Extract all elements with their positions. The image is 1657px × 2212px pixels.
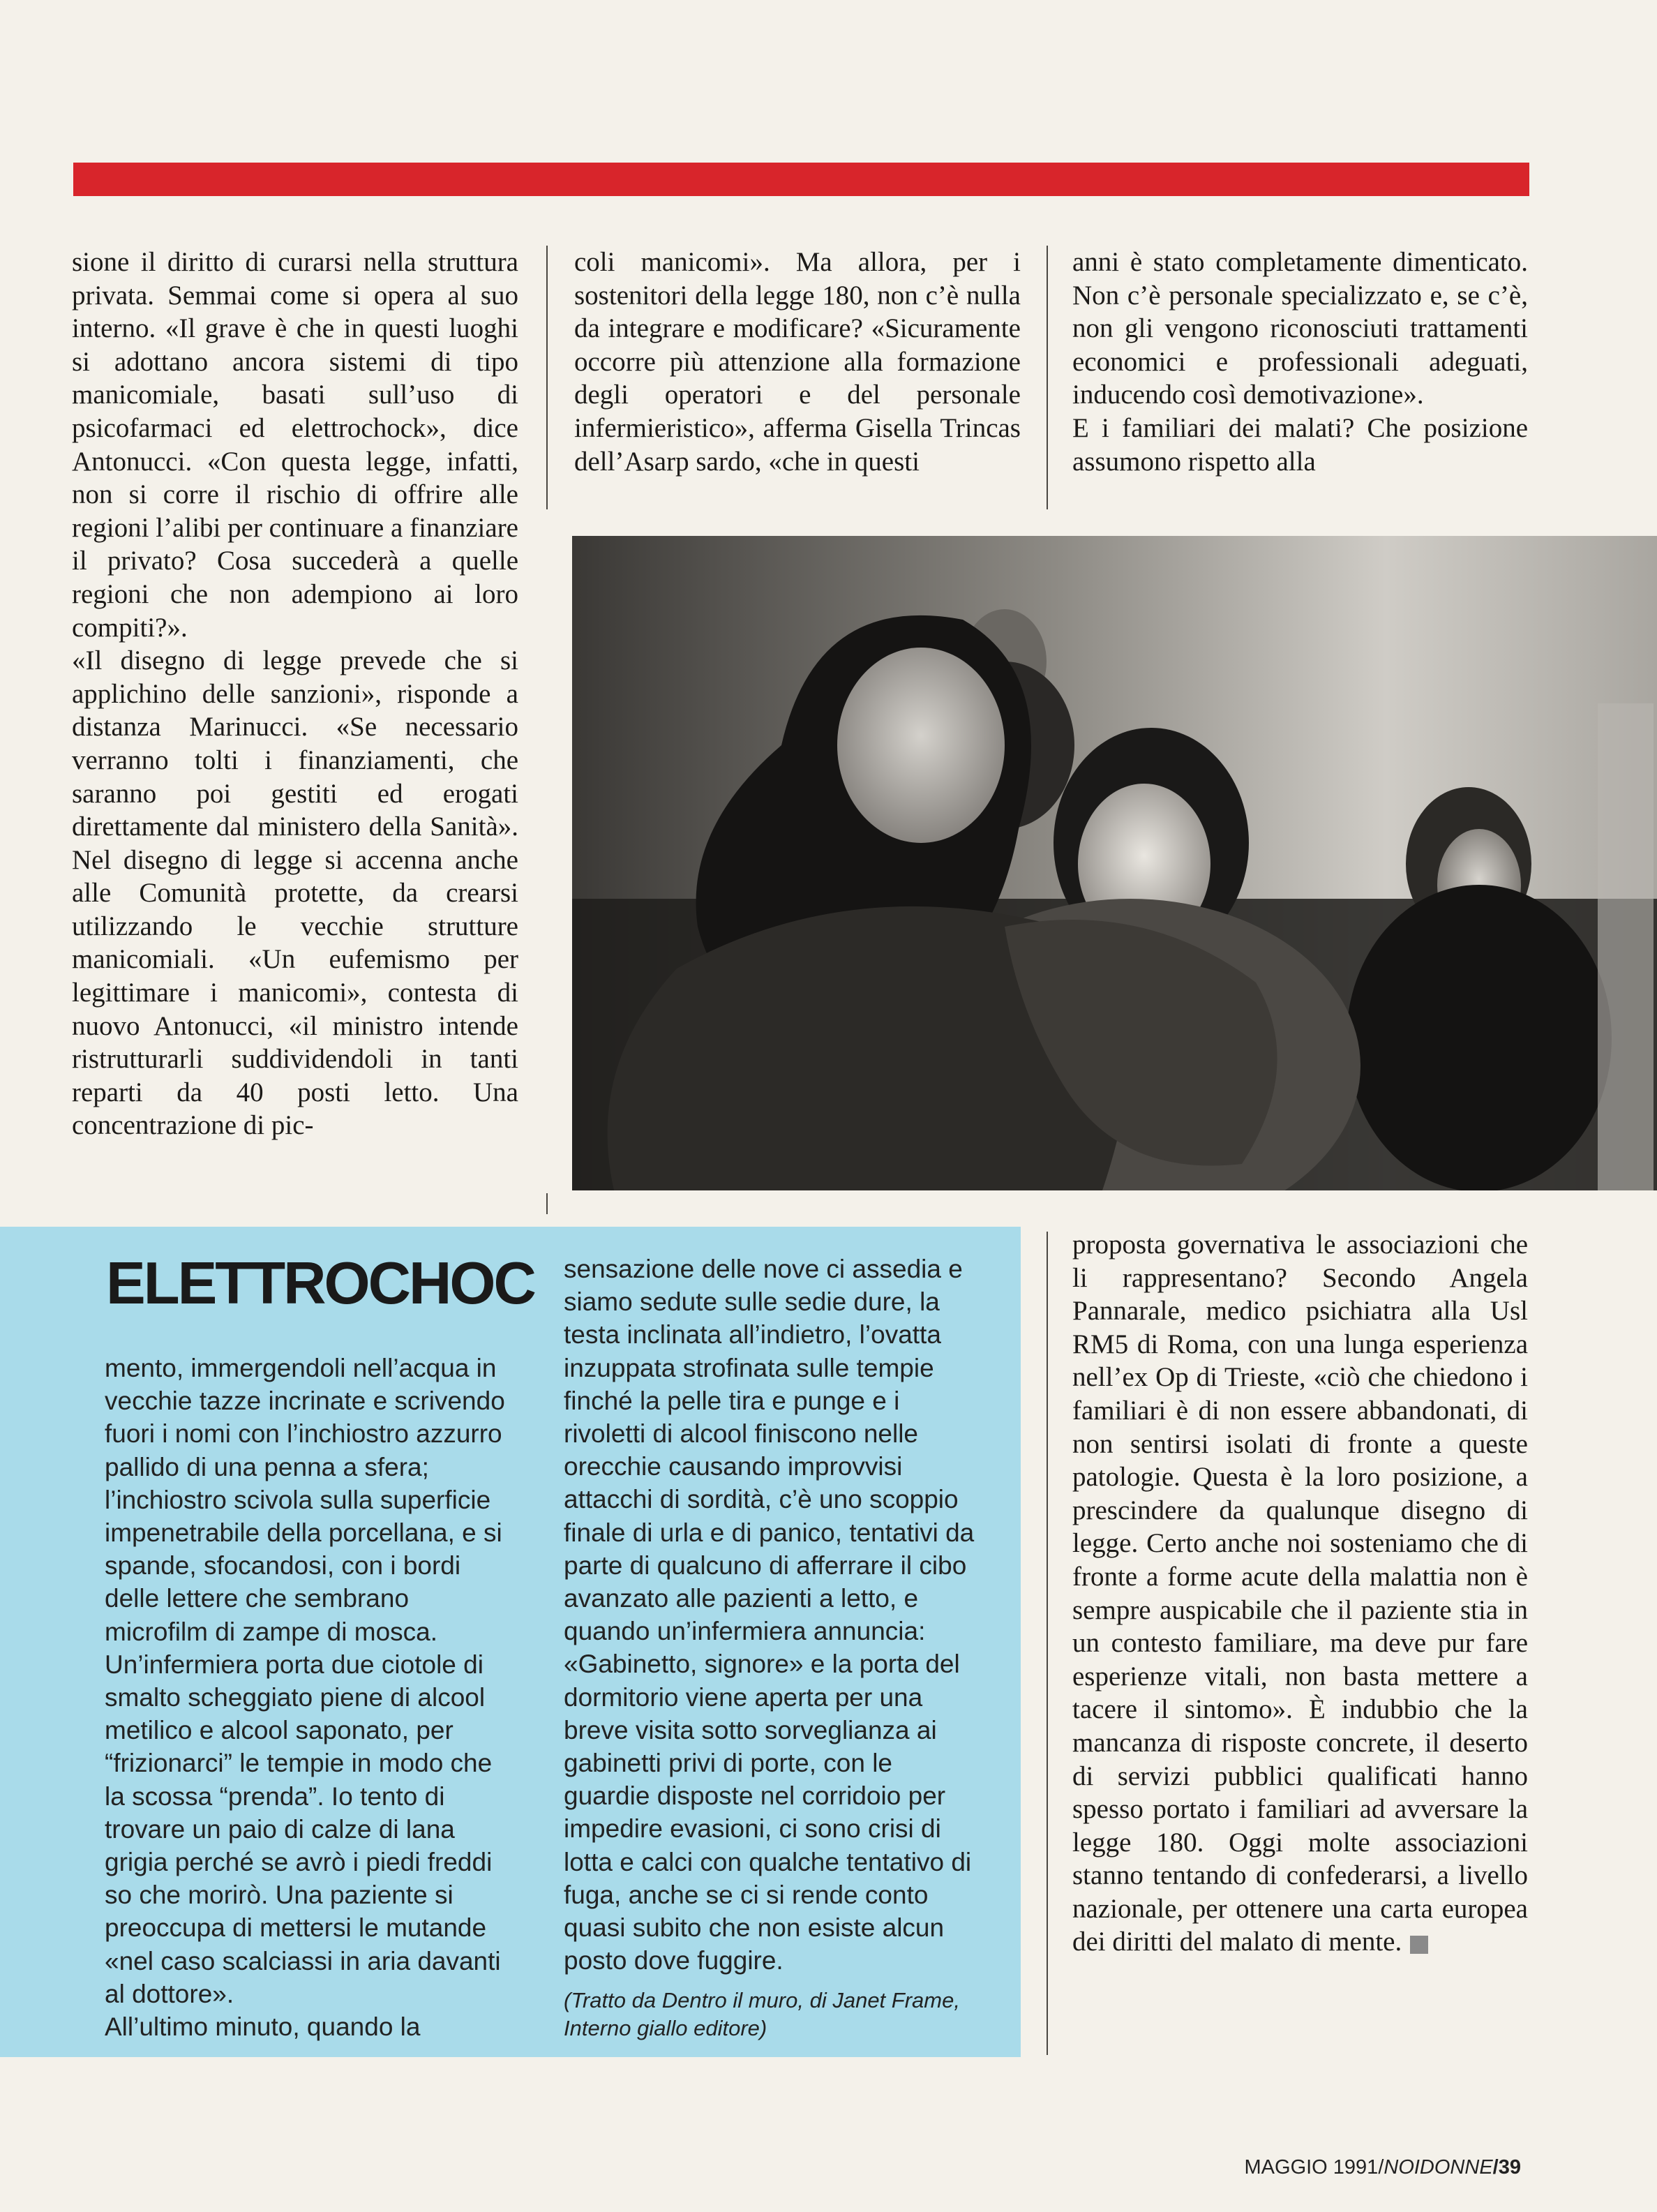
paragraph: Un’infermiera porta due ciotole di smalto scheggiato piene di alcool metilico e alcool saponato, per “frizionarci” le tempie in modo che la scossa “prenda”. Io tento di trovare un paio di calze di lana grigia perché se avrò i piedi freddi so che morirò. Una paziente si preoccupa di mettersi le mutande «nel caso scalciassi in aria davanti al dottore». — [105, 1650, 501, 2008]
sidebar-title: ELETTROCHOC — [106, 1250, 534, 1317]
footer-date: MAGGIO 1991/ — [1244, 2156, 1384, 2179]
paragraph: All’ultimo minuto, quando la — [105, 2012, 421, 2042]
column-rule — [1047, 246, 1048, 509]
article-column-4 — [1072, 1228, 1528, 1959]
paragraph — [1072, 1228, 1528, 1959]
page-footer — [1221, 2156, 1521, 2179]
paragraph: anni è stato completamente dimenticato. Non c’è personale specializzato e, se c’è, non gli vengono riconosciuti trattamenti economici e professionali adeguati, inducendo così demotivazione». — [1072, 247, 1528, 410]
paragraph: coli manicomi». Ma allora, per i sostenitori della legge 180, non c’è nulla da integrare e modificare? «Sicuramente occorre più attenzione alla formazione degli operatori e del personale infermieristico», afferma Gisella Trincas dell’Asarp sardo, «che in questi — [574, 247, 1021, 477]
sidebar-column-1 — [105, 1352, 516, 2043]
article-column-2 — [574, 246, 1021, 478]
footer-magazine: NOIDONNE — [1384, 2156, 1493, 2179]
header-red-bar — [73, 163, 1529, 196]
photo-image — [572, 536, 1657, 1190]
column-rule — [546, 246, 548, 509]
source-caption: (Tratto da Dentro il muro, di Janet Frame, Interno giallo editore) — [564, 1988, 960, 2041]
column-rule — [546, 1193, 548, 1214]
photo-patients — [572, 536, 1657, 1190]
footer-page-number: /39 — [1492, 2156, 1521, 2179]
article-column-3 — [1072, 246, 1528, 478]
column-rule — [1047, 1232, 1048, 2055]
article-column-1 — [72, 246, 518, 1142]
paragraph: E i familiari dei malati? Che posizione assumono rispetto alla — [1072, 412, 1528, 477]
paragraph: sensazione delle nove ci assedia e siamo sedute sulle sedie dure, la testa inclinata all’indietro, l’ovatta inzuppata strofinata sulle tempie finché la pelle tira e punge e i rivoletti di alcool finiscono nelle orecchie causando improvvisi attacchi di sordità, c’è uno scoppio finale di urla e di panico, tentativi da parte di qualcuno di afferrare il cibo avanzato alle pazienti a letto, e quando un’infermiera annuncia: «Gabinetto, signore» e la porta del dormitorio viene aperta per una breve visita sotto sorveglianza ai gabinetti privi di porte, con le guardie disposte nel corridoio per impedire evasioni, ci sono crisi di lotta e calci con qualche tentativo di fuga, anche se ci si rende conto quasi subito che non esiste alcun posto dove fuggire. — [564, 1255, 975, 1975]
end-mark-icon — [1410, 1936, 1428, 1954]
paragraph-text: proposta governativa le associazioni che li rappresentano? Secondo Angela Pannarale, medico psichiatra alla Usl RM5 di Roma, con una lunga esperienza nell’ex Op di Trieste, «ciò che chiedono i familiari è di non essere abbandonati, di non sentirsi isolati di fronte a queste patologie. Questa è la loro posizione, a prescindere da qualunque disegno di legge. Certo anche noi sosteniamo che di fronte a forme acute della malattia non è sempre auspicabile che il paziente stia in un contesto familiare, ma deve pur fare esperienze vitali, non basta mettere a tacere il sintomo». È indubbio che la mancanza di risposte concrete, il deserto di servizi pubblici qualificati hanno spesso portato i familiari ad avversare la legge 180. Oggi molte associazioni stanno tentando di confederarsi, a livello nazionale, per ottenere una carta europea dei diritti del malato di mente. — [1072, 1230, 1528, 1957]
paragraph: sione il diritto di curarsi nella struttura privata. Semmai come si opera al suo interno. «Il grave è che in questi luoghi si adottano ancora sistemi di tipo manicomiale, basati sull’uso di psicofarmaci ed elettrochock», dice Antonucci. «Con questa legge, infatti, non si corre il rischio di offrire alle regioni l’alibi per continuare a finanziare il privato? Cosa succederà a quelle regioni che non adempiono ai loro compiti?». — [72, 247, 518, 643]
sidebar-column-2 — [564, 1253, 982, 2042]
paragraph: mento, immergendoli nell’acqua in vecchie tazze incrinate e scrivendo fuori i nomi con l’inchiostro azzurro pallido di una penna a sfera; l’inchiostro scivola sulla superficie impenetrabile della porcellana, e si spande, sfocandosi, con i bordi delle lettere che sembrano microfilm di zampe di mosca. — [105, 1354, 505, 1646]
paragraph: «Il disegno di legge prevede che si applichino delle sanzioni», risponde a distanza Marinucci. «Se necessario verranno tolti i finanziamenti, che saranno poi gestiti ed erogati direttamente dal ministero della Sanità». Nel disegno di legge si accenna anche alle Comunità protette, da crearsi utilizzando le vecchie strutture manicomiali. «Un eufemismo per legittimare i manicomi», contesta di nuovo Antonucci, «il ministro intende ristrutturarli suddividendoli in tanti reparti da 40 posti letto. Una concentrazione di pic- — [72, 645, 518, 1141]
